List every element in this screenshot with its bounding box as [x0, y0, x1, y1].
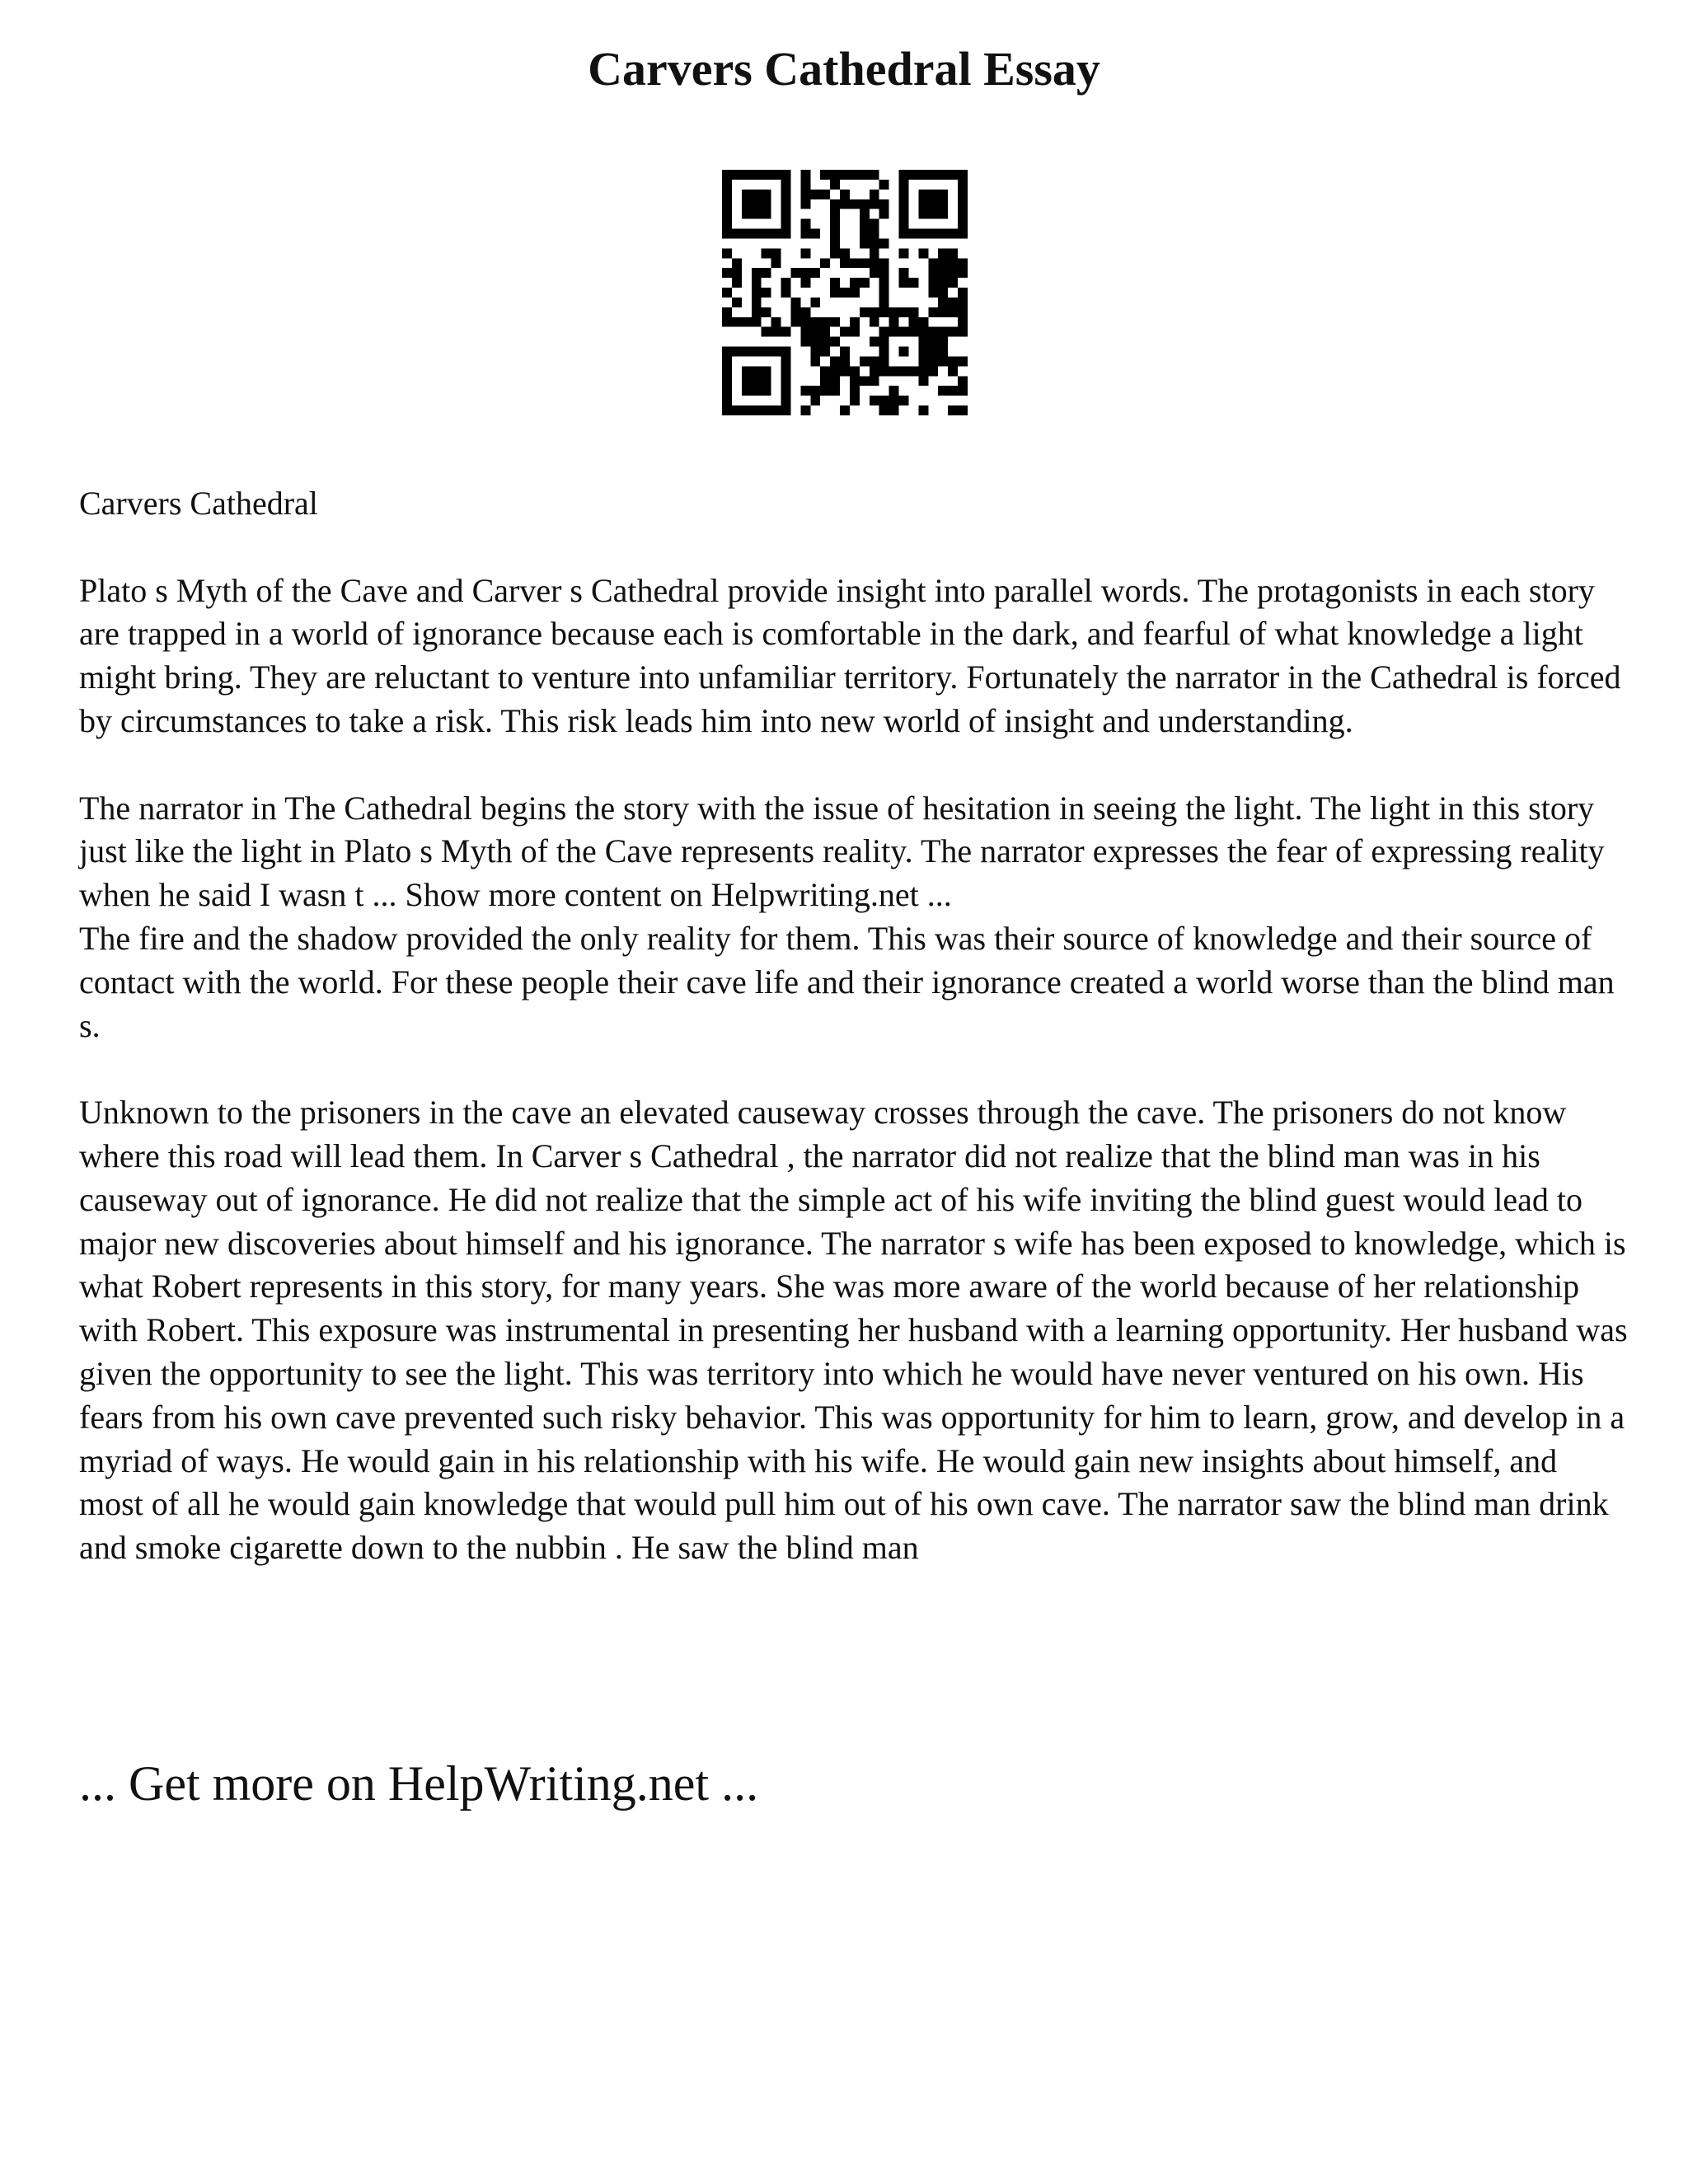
get-more-link[interactable]: ... Get more on HelpWriting.net ... — [79, 1756, 759, 1811]
essay-subtitle: Carvers Cathedral — [79, 485, 318, 522]
essay-paragraph: The narrator in The Cathedral begins the story with the issue of hesitation in seeing the light. The light in this story just like the light in Plato s Myth of the Cave represents reality. The narrator expresses the fear of expressing reality when he said I wasn t ... Show more content on Helpwriting.net ... — [79, 789, 1605, 914]
essay-paragraph: Unknown to the prisoners in the cave an elevated causeway crosses through the cave. The prisoners do not know where this road will lead them. In Carver s Cathedral , the narrator did not realize that the blind man was in his causeway out of ignorance. He did not realize that the simple act of his wife inviting the blind guest would lead to major new discoveries about himself and his ignorance. The narrator s wife has been exposed to knowledge, which is what Robert represents in this story, for many years. She was more aware of the world because of her relationship with Robert. This exposure was instrumental in presenting her husband with a learning opportunity. Her husband was given the opportunity to see the light. This was territory into which he would have never ventured on his own. His fears from his own cave prevented such risky behavior. This was opportunity for him to learn, grow, and develop in a myriad of ways. He would gain in his relationship with his wife. He would gain new insights about himself, and most of all he would gain knowledge that would pull him out of his own cave. The narrator saw the blind man drink and smoke cigarette down to the nubbin . He saw the blind man — [79, 1094, 1628, 1567]
essay-body — [79, 482, 1629, 1614]
essay-paragraph: The fire and the shadow provided the only reality for them. This was their source of knowledge and their source of contact with the world. For these people their cave life and their ignorance created a world worse than the blind man s. — [79, 919, 1615, 1044]
qr-code-icon — [722, 170, 968, 415]
essay-paragraph: Plato s Myth of the Cave and Carver s Cathedral provide insight into parallel words. The protagonists in each story are trapped in a world of ignorance because each is comfortable in the dark, and fearful of what knowledge a light might bring. They are reluctant to venture into unfamiliar territory. Fortunately the narrator in the Cathedral is forced by circumstances to take a risk. This risk leads him into new world of insight and understanding. — [79, 571, 1621, 739]
page-title: Carvers Cathedral Essay — [588, 42, 1100, 96]
